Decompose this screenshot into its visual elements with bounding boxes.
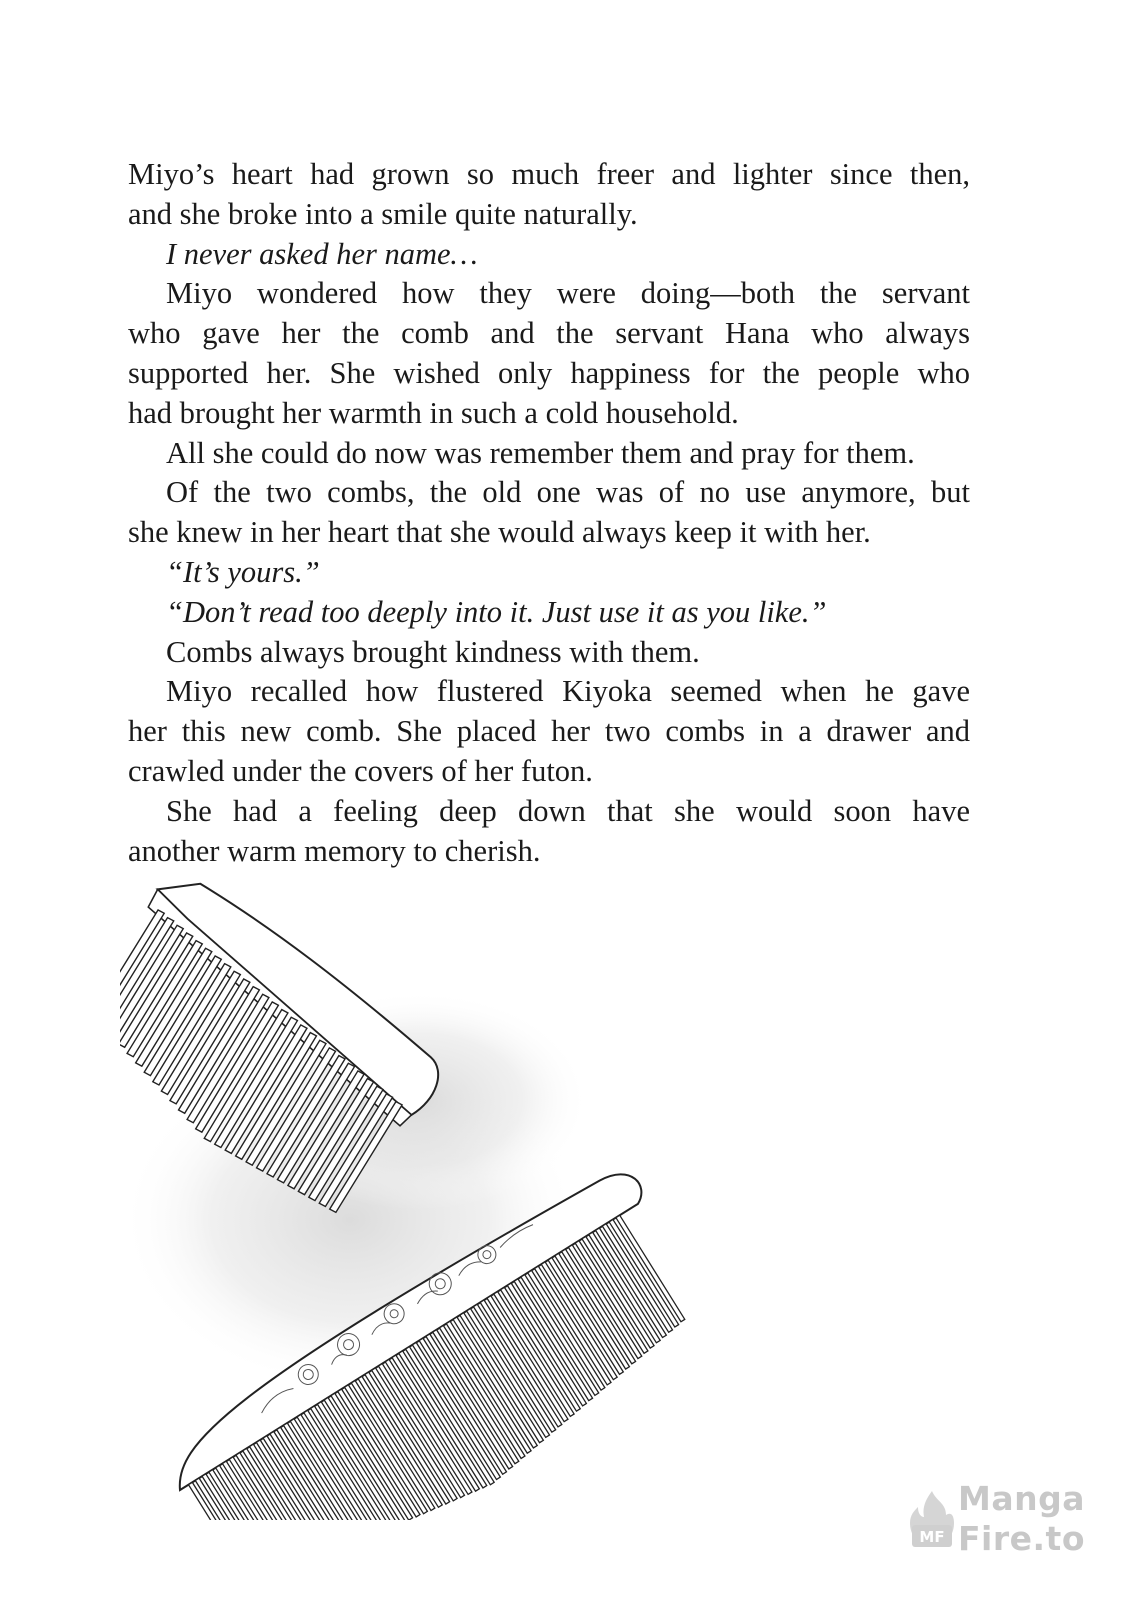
text-line: crawled under the covers of her futon. — [128, 753, 593, 788]
paragraph — [128, 155, 970, 235]
paragraph — [128, 434, 970, 474]
paragraph — [128, 553, 970, 593]
text-line: she knew in her heart that she would always keep it with her. — [128, 515, 871, 550]
text-line: “Don’t read too deeply into it. Just use it as you like.” — [166, 594, 827, 629]
text-line: I never asked her name… — [166, 236, 478, 271]
text-line: her this new comb. She placed her two combs in a drawer and — [128, 714, 970, 749]
text-line: who gave her the comb and the servant Hana who always — [128, 316, 970, 351]
text-line: supported her. She wished only happiness for the people who — [128, 355, 970, 390]
text-line: another warm memory to cherish. — [128, 833, 541, 868]
watermark — [900, 1465, 1100, 1575]
body-text — [128, 155, 970, 871]
text-line: Combs always brought kindness with them. — [166, 634, 700, 669]
text-line: Of the two combs, the old one was of no use anymore, but — [166, 475, 970, 510]
flame-logo-icon — [906, 1489, 958, 1551]
paragraph — [128, 792, 970, 872]
paragraph — [128, 274, 970, 433]
paragraph — [128, 235, 970, 275]
text-line: had brought her warmth in such a cold household. — [128, 395, 739, 430]
logo-monogram: MF — [919, 1528, 945, 1546]
text-line: Miyo’s heart had grown so much freer and lighter since then, — [128, 157, 970, 191]
text-line: She had a feeling deep down that she would soon have — [166, 793, 970, 828]
text-line: and she broke into a smile quite naturally. — [128, 196, 638, 231]
paragraph — [128, 473, 970, 553]
text-line: Miyo recalled how flustered Kiyoka seemed when he gave — [166, 674, 970, 709]
text-line: All she could do now was remember them and pray for them. — [166, 435, 915, 470]
watermark-line2: Fire.to — [958, 1519, 1085, 1558]
paragraph — [128, 672, 970, 791]
paragraph — [128, 593, 970, 633]
text-line: Miyo wondered how they were doing—both the servant — [166, 276, 970, 311]
combs-illustration — [120, 880, 760, 1520]
paragraph — [128, 633, 970, 673]
text-line: “It’s yours.” — [166, 554, 320, 589]
watermark-line1: Manga — [958, 1479, 1085, 1518]
